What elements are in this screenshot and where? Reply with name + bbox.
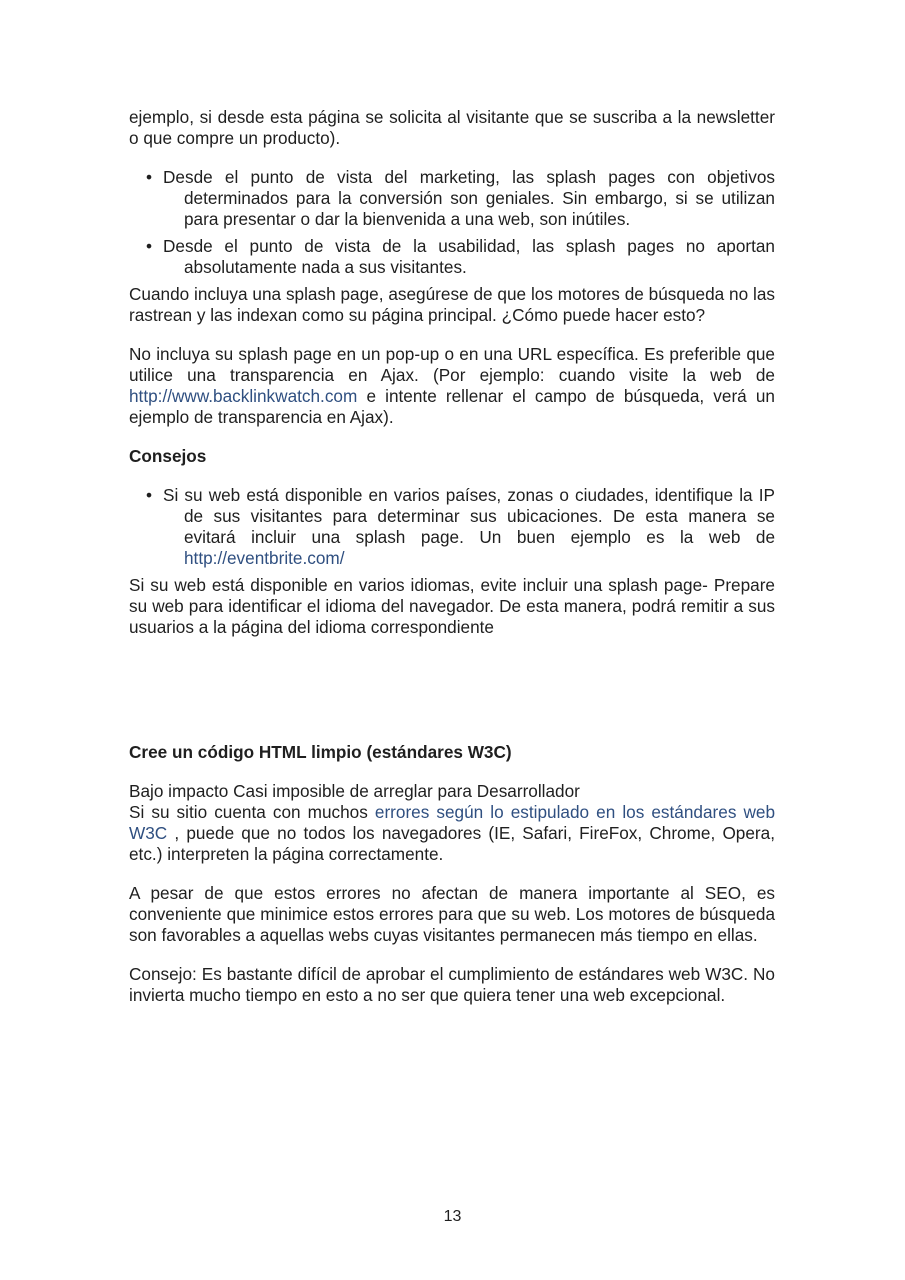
page-number: 13 bbox=[443, 1208, 462, 1225]
paragraph-languages: Si su web está disponible en varios idiomas, evite incluir una splash page- Prepare su web para identificar el idioma del navegador. De esta manera, podrá remitir a sus usuarios a la página del idioma correspondiente bbox=[129, 575, 775, 637]
w3c-errors-link[interactable]: errores según lo estipulado en los estándares web W3C bbox=[129, 802, 776, 843]
paragraph-splash-indexing: Cuando incluya una splash page, asegúrese de que los motores de búsqueda no las rastrean y las indexan como su página principal. ¿Cómo puede hacer esto? bbox=[129, 284, 775, 325]
paragraph-seo-impact: A pesar de que estos errores no afectan de manera importante al SEO, es conveniente que minimice estos errores para que su web. Los motores de búsqueda son favorables a aquellas webs cuyas visitantes permanecen más tiempo en ellas. bbox=[129, 883, 775, 945]
backlinkwatch-link[interactable]: http://www.backlinkwatch.com bbox=[129, 386, 358, 406]
paragraph-w3c-errors bbox=[129, 802, 775, 865]
bullet-geolocation bbox=[129, 485, 775, 569]
paragraph-ajax-text-b: e intente rellenar el campo de búsqueda, verá un ejemplo de transparencia en Ajax). bbox=[129, 386, 775, 427]
bullet-dot: • bbox=[146, 485, 153, 505]
eventbrite-link[interactable]: http://eventbrite.com/ bbox=[184, 548, 345, 568]
consejos-heading: Consejos bbox=[129, 446, 207, 466]
document-body bbox=[129, 107, 775, 1006]
paragraph-intro-continuation: ejemplo, si desde esta página se solicita al visitante que se suscriba a la newsletter o que compre un producto). bbox=[129, 107, 775, 148]
bullet-dot: • bbox=[146, 167, 153, 187]
paragraph-consejo-w3c: Consejo: Es bastante difícil de aprobar el cumplimiento de estándares web W3C. No invierta mucho tiempo en esto a no ser que quiera tener una web excepcional. bbox=[129, 964, 775, 1005]
paragraph-w3c-text-b: , puede que no todos los navegadores (IE, Safari, FireFox, Chrome, Opera, etc.) interpreten la página correctamente. bbox=[129, 823, 775, 864]
bullet-usability bbox=[129, 236, 775, 278]
bullet-marketing bbox=[129, 167, 775, 230]
paragraph-w3c-text-a: Si su sitio cuenta con muchos bbox=[129, 802, 375, 822]
bullet-dot: • bbox=[146, 236, 153, 256]
section-heading-w3c: Cree un código HTML limpio (estándares W3C) bbox=[129, 742, 512, 762]
bullet-marketing-text: Desde el punto de vista del marketing, las splash pages con objetivos determinados para la conversión son geniales. Sin embargo, si se utilizan para presentar o dar la bienvenida a una web, son inútiles. bbox=[163, 167, 775, 229]
bullet-geolocation-text: Si su web está disponible en varios países, zonas o ciudades, identifique la IP de sus visitantes para determinar sus ubicaciones. De esta manera se evitará incluir una splash page. Un buen ejemplo es la web de bbox=[163, 485, 775, 547]
bullet-usability-text: Desde el punto de vista de la usabilidad, las splash pages no aportan absolutamente nada a sus visitantes. bbox=[163, 236, 775, 277]
impact-line: Bajo impacto Casi imposible de arreglar para Desarrollador bbox=[129, 781, 580, 801]
section-spacer bbox=[129, 638, 775, 742]
paragraph-ajax-transparency bbox=[129, 344, 775, 428]
paragraph-ajax-text-a: No incluya su splash page en un pop-up o en una URL específica. Es preferible que utilice una transparencia en Ajax. (Por ejemplo: cuando visite la web de bbox=[129, 344, 775, 385]
